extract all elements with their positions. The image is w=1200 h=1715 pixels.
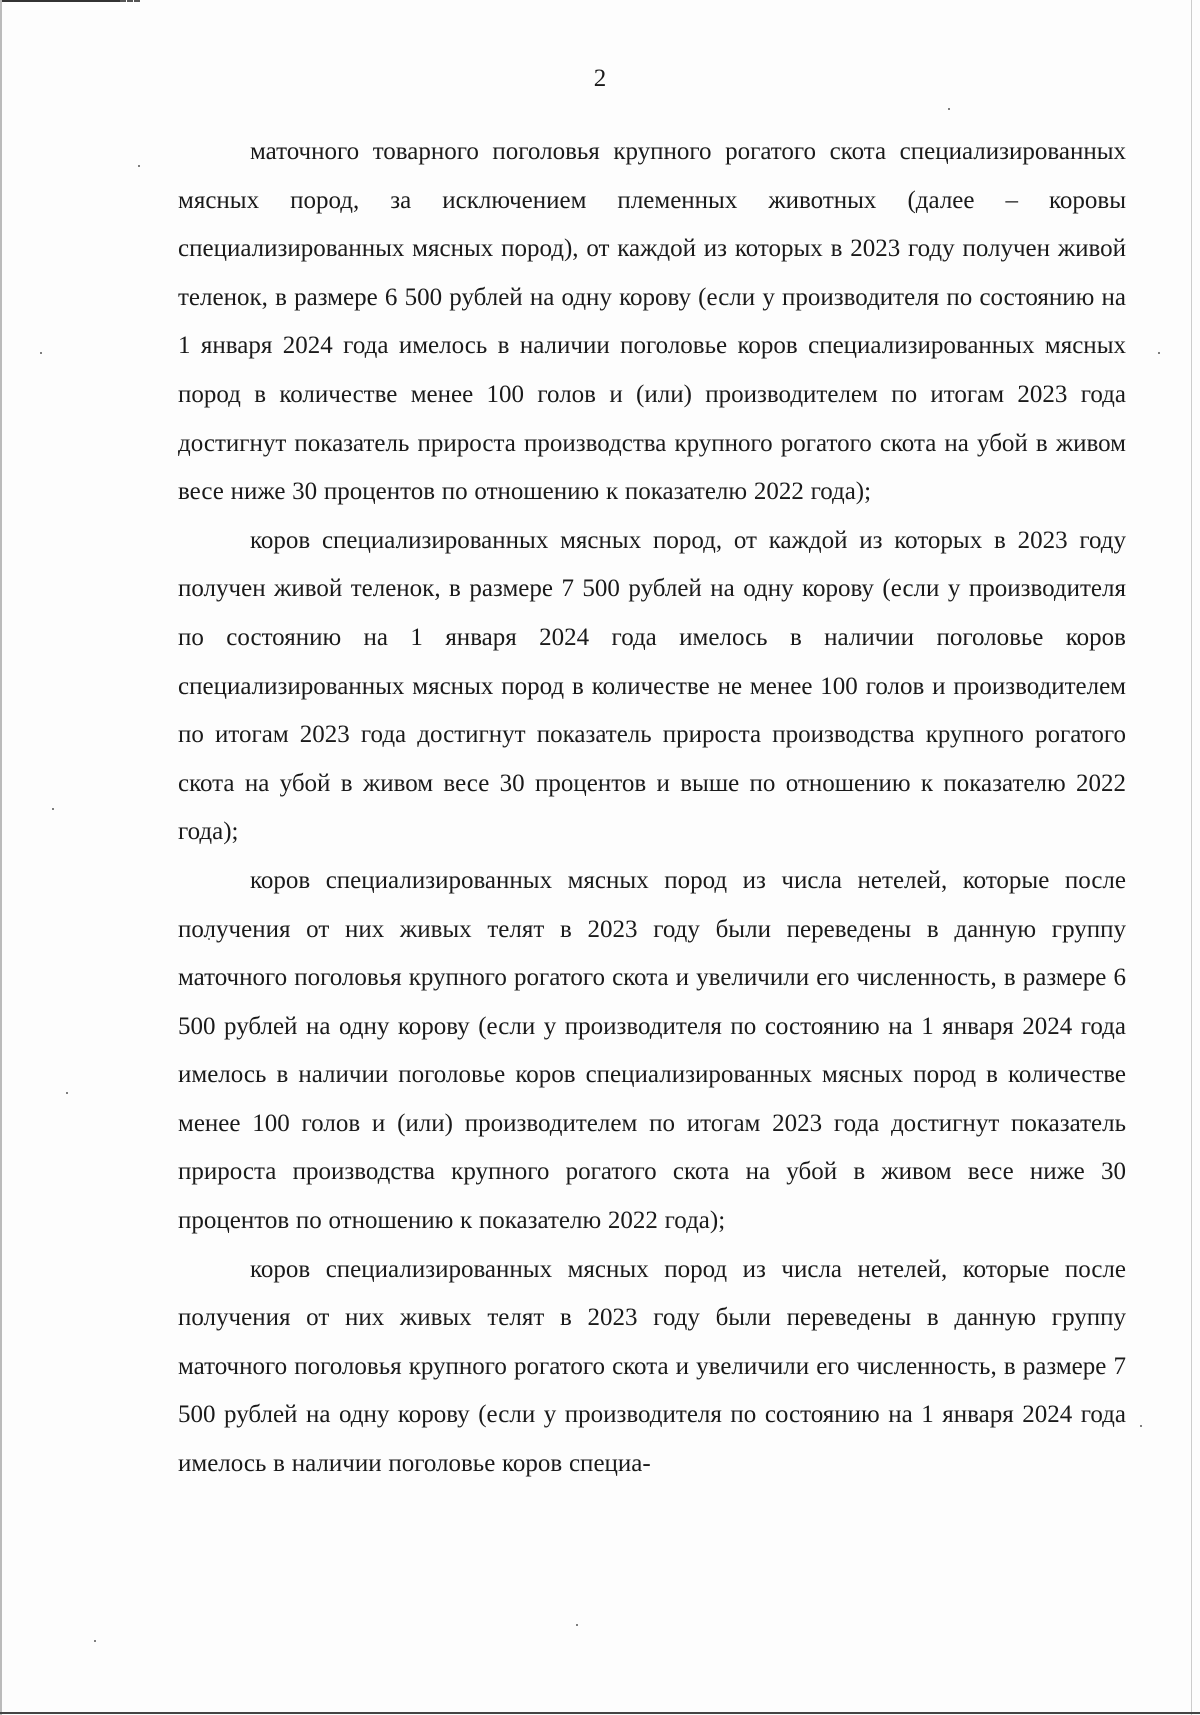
scan-speck	[52, 808, 54, 810]
paragraph-3: коров специализированных мясных пород из числа нетелей, которые после получения от них живых телят в 2023 году были переведены в данную группу маточного поголовья крупного рогатого скота и увеличили его численность, в размере 6 500 рублей на одну корову (если у производителя по состоянию на 1 января 2024 года имелось в наличии поголовье коров специализированных мясных пород в количестве менее 100 голов и (или) производителем по итогам 2023 года достигнут показатель прироста производства крупного рогатого скота на убой в живом весе ниже 30 процентов по отношению к показателю 2022 года);	[178, 866, 1126, 1235]
paragraph-1: маточного товарного поголовья крупного рогатого скота специализированных мясных пород, за исключением племенных животных (далее – коровы специализированных мясных пород), от каждой из которых в 2023 году получен живой теленок, в размере 6 500 рублей на одну корову (если у производителя по состоянию на 1 января 2024 года имелось в наличии поголовье коров специализированных мясных пород в количестве менее 100 голов и (или) производителем по итогам 2023 года достигнут показатель прироста производства крупного рогатого скота на убой в живом весе ниже 30 процентов по отношению к показателю 2022 года);	[178, 138, 1126, 506]
scan-speck	[1140, 1425, 1142, 1427]
right-page-edge	[1191, 0, 1192, 1715]
top-left-rule	[0, 0, 120, 2]
scan-speck	[40, 352, 42, 354]
scan-speck	[1158, 352, 1160, 354]
bottom-rule	[0, 1712, 1200, 1714]
scan-speck	[94, 1640, 96, 1642]
left-page-edge	[0, 0, 2, 1715]
scan-speck	[138, 165, 140, 167]
paragraph-2: коров специализированных мясных пород, от каждой из которых в 2023 году получен живой теленок, в размере 7 500 рублей на одну корову (если у производителя по состоянию на 1 января 2024 года имелось в наличии поголовье коров специализированных мясных пород в количестве не менее 100 голов и производителем по итогам 2023 года достигнут показатель прироста производства крупного рогатого скота на убой в живом весе 30 процентов и выше по отношению к показателю 2022 года);	[178, 526, 1126, 846]
paragraph-4: коров специализированных мясных пород из числа нетелей, которые после получения от них живых телят в 2023 году были переведены в данную группу маточного поголовья крупного рогатого скота и увеличили его численность, в размере 7 500 рублей на одну корову (если у производителя по состоянию на 1 января 2024 года имелось в наличии поголовье коров специа-	[178, 1255, 1126, 1478]
page-number: 2	[593, 65, 607, 92]
document-body	[178, 128, 1126, 1489]
scan-speck	[948, 108, 950, 110]
scan-speck	[576, 1624, 578, 1626]
scan-speck	[66, 1092, 68, 1094]
top-left-dash	[120, 0, 140, 2]
